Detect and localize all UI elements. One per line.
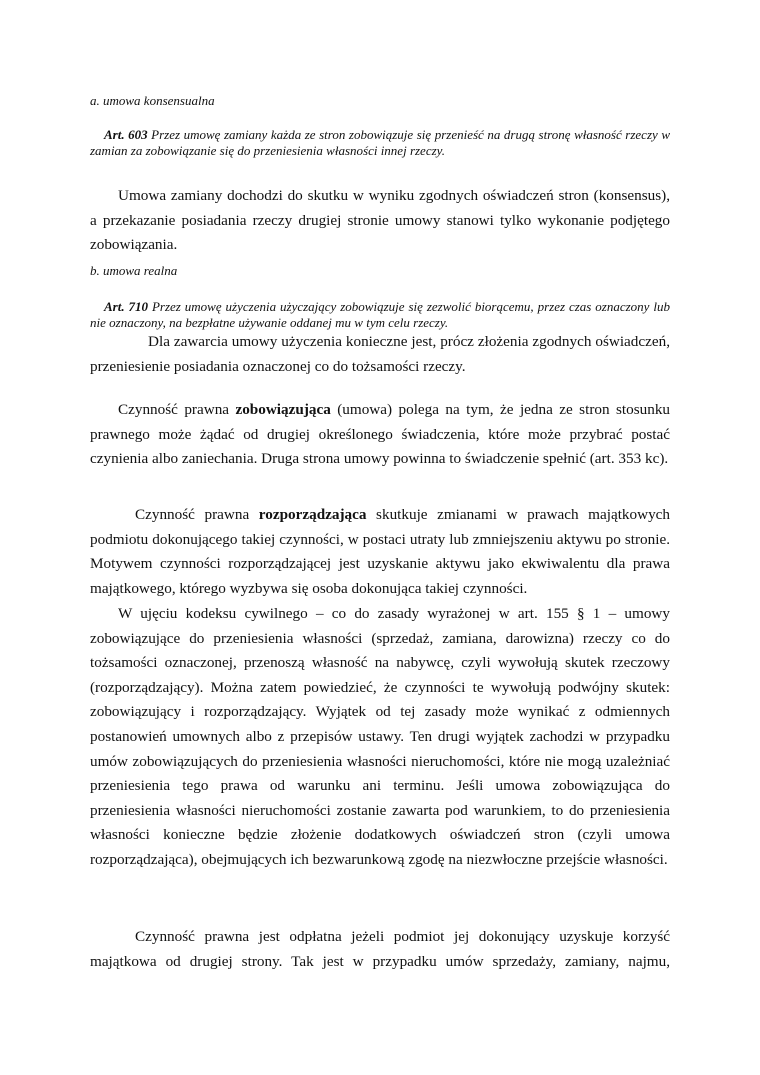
article-710-text: Przez umowę użyczenia użyczający zobowiązuje się zezwolić biorącemu, przez czas oznaczony lub nie oznaczony, na bezpłatne używanie oddanej mu w tym celu rzeczy. — [90, 299, 670, 330]
rozporzadzajaca-before: Czynność prawna — [135, 506, 259, 523]
term-zobowiazujaca: zobowiązująca — [235, 401, 331, 418]
zobowiazujaca-before: Czynność prawna — [118, 401, 236, 418]
paragraph-uzyczenie: Dla zawarcia umowy użyczenia konieczne jest, prócz złożenia zgodnych oświadczeń, przeniesienie posiadania oznaczonej co do tożsamości rzeczy. — [90, 333, 670, 375]
rozporzadzajaca-after: skutkuje zmianami w prawach majątkowych podmiotu dokonującego takiej czynności, w postaci utraty lub zmniejszeniu aktywu po stronie. Motywem czynności rozporządzającej jest uzyskanie aktywu jako ekwiwalentu dla prawa majątkowego, którego wyzbywa się osoba dokonująca takiej czynności. — [90, 506, 670, 597]
article-710-label: Art. 710 — [104, 299, 149, 314]
term-rozporzadzajaca: rozporządzająca — [258, 506, 367, 523]
paragraph-czynnosc-zobowiazujaca — [90, 398, 670, 472]
heading-umowa-konsensualna: a. umowa konsensualna — [90, 93, 215, 108]
article-603-text: Przez umowę zamiany każda ze stron zobowiązuje się przenieść na drugą stronę własność rzeczy w zamian za zobowiązanie się do przeniesienia własności innej rzeczy. — [90, 127, 670, 158]
zobowiazujaca-after: (umowa) polega na tym, że jedna ze stron stosunku prawnego może żądać od drugiej określonego świadczenia, które może przybrać postać czynienia albo zaniechania. Druga strona umowy powinna to świadczenie spełnić (art. 353 kc). — [90, 401, 671, 468]
paragraph-umowa-zamiany: Umowa zamiany dochodzi do skutku w wyniku zgodnych oświadczeń stron (konsensus), a przekazanie posiadania rzeczy drugiej stronie umowy stanowi tylko wykonanie podjętego zobowiązania. — [90, 187, 670, 254]
paragraph-czynnosc-rozporzadzajaca — [90, 503, 670, 601]
paragraph-kodeks-cywilny: W ujęciu kodeksu cywilnego – co do zasady wyrażonej w art. 155 § 1 – umowy zobowiązujące do przeniesienia własności (sprzedaż, zamiana, darowizna) rzeczy co do tożsamości oznaczonej, przenoszą własność na nabywcę, czyli wywołują skutek rzeczowy (rozporządzający). Można zatem powiedzieć, że czynności te wywołują podwójny skutek: zobowiązujący i rozporządzający. Wyjątek od tej zasady może wynikać z odmiennych postanowień umownych albo z przepisów ustawy. Ten drugi wyjątek zachodzi w przypadku umów zobowiązujących do przeniesienia własności nieruchomości, które nie mogą uzależniać przeniesienia tego prawa od warunku ani terminu. Jeśli umowa zobowiązująca do przeniesienia własności nieruchomości zostanie zawarta pod warunkiem, to do przeniesienia własności konieczne będzie złożenie dodatkowych oświadczeń stron (czyli umowa rozporządzająca), obejmujących ich bezwarunkową zgodę na niezwłoczne przejście własności. — [90, 605, 670, 868]
article-603-label: Art. 603 — [104, 127, 148, 142]
article-710 — [90, 299, 670, 331]
heading-umowa-realna: b. umowa realna — [90, 263, 178, 278]
paragraph-czynnosc-odplatna: Czynność prawna jest odpłatna jeżeli podmiot jej dokonujący uzyskuje korzyść majątkowa od drugiej strony. Tak jest w przypadku umów sprzedaży, zamiany, najmu, — [90, 928, 670, 970]
article-603 — [90, 127, 670, 159]
